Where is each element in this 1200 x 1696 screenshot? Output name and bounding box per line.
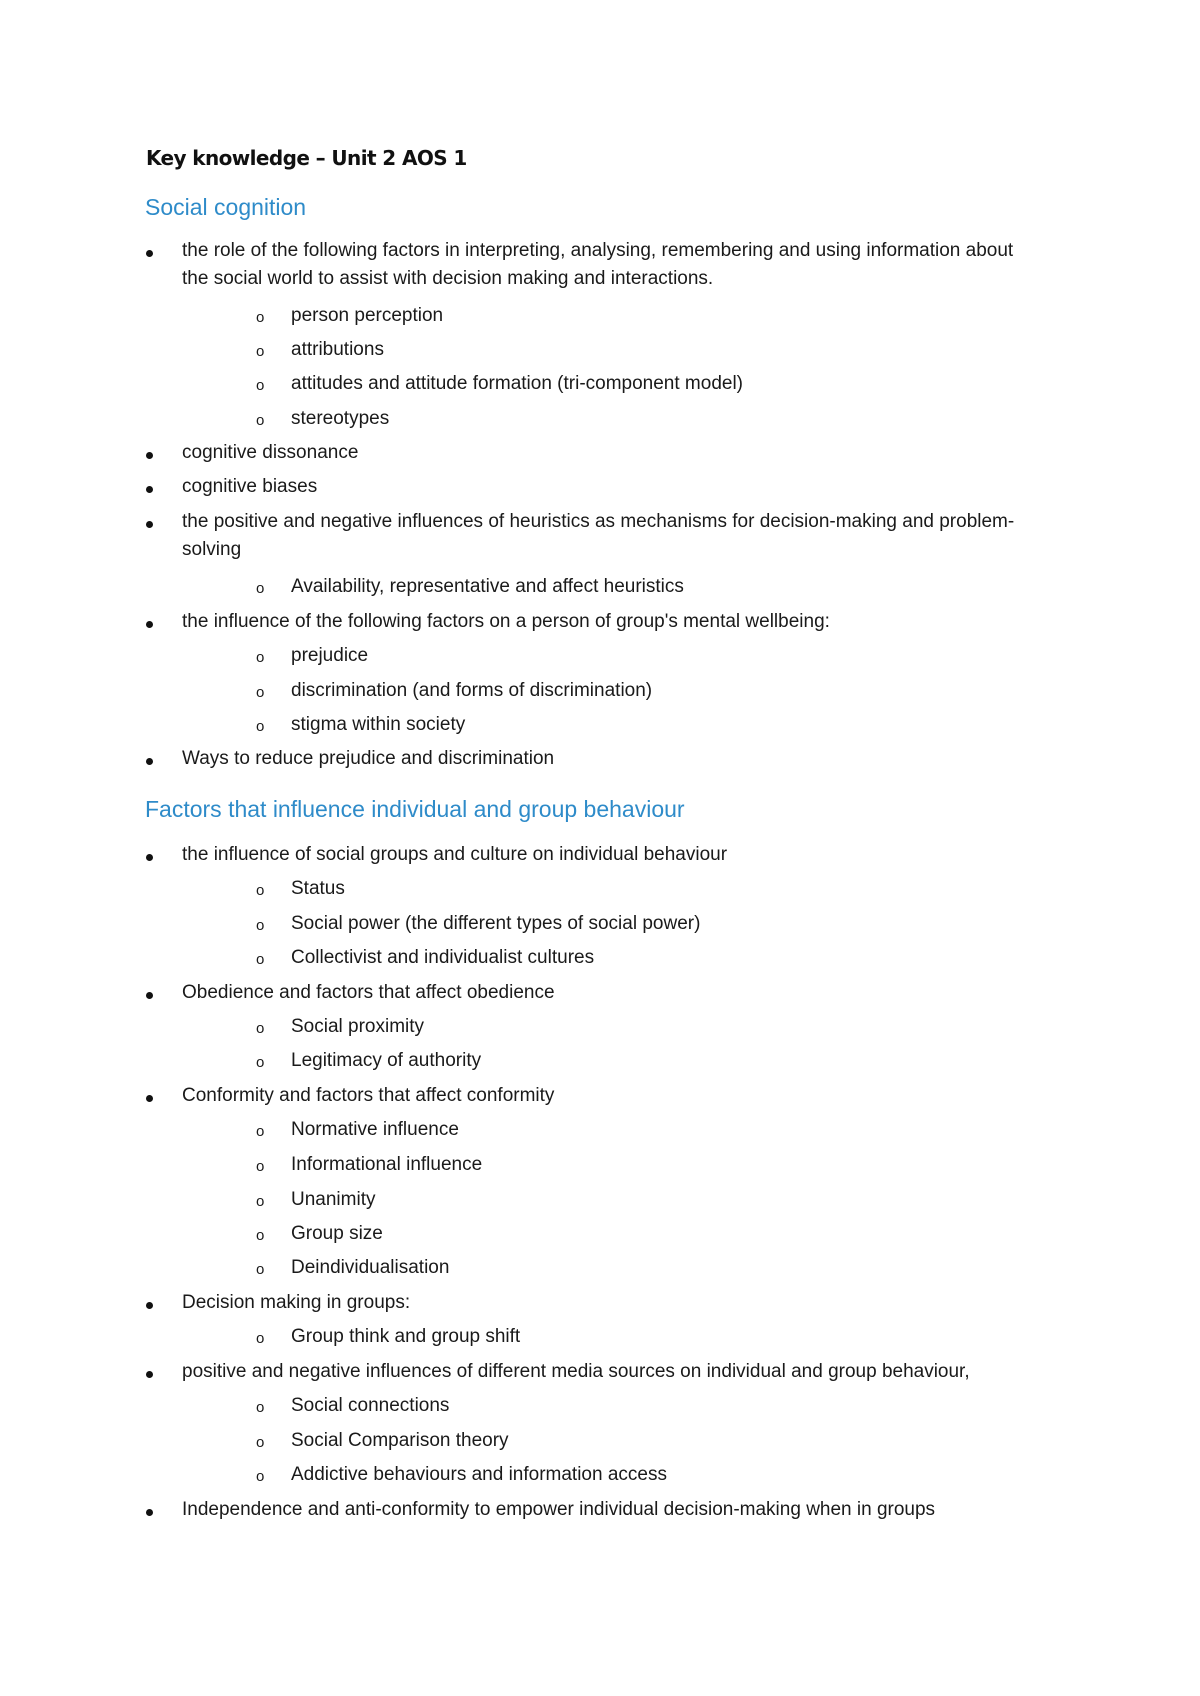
bullet-icon [146,1509,153,1516]
sub-list-item: stigma within society [291,714,466,735]
circle-bullet-icon: o [256,684,265,701]
list-item: Independence and anti-conformity to empower individual decision-making when in groups [182,1499,936,1520]
sub-list-item: Social connections [291,1395,450,1416]
list-item: cognitive biases [182,476,318,497]
list-item: cognitive dissonance [182,442,359,463]
sub-list-item: Status [291,878,345,899]
bullet-icon [146,621,153,628]
circle-bullet-icon: o [256,882,265,899]
list-item: Obedience and factors that affect obedience [182,982,555,1003]
sub-list-item: Unanimity [291,1189,376,1210]
sub-list-item: Legitimacy of authority [291,1050,482,1071]
list-item: the role of the following factors in interpreting, analysing, remembering and using information about the social world to assist with decision making and interactions. [182,240,1014,289]
section-heading-social-cognition: Social cognition [145,194,307,220]
circle-bullet-icon: o [256,1330,265,1347]
circle-bullet-icon: o [256,1468,265,1485]
circle-bullet-icon: o [256,917,265,934]
circle-bullet-icon: o [256,1054,265,1071]
circle-bullet-icon: o [256,1399,265,1416]
circle-bullet-icon: o [256,1158,265,1175]
sub-list-item: Normative influence [291,1119,459,1140]
sub-list-item: Collectivist and individualist cultures [291,947,595,968]
sub-list-item: attributions [291,339,384,360]
sub-list-item: stereotypes [291,408,390,429]
sub-list-item: discrimination (and forms of discrimination) [291,680,653,701]
list-item: the influence of social groups and culture on individual behaviour [182,844,728,865]
bullet-icon [146,250,153,257]
sub-list-item: Social proximity [291,1016,425,1037]
list-item: Conformity and factors that affect conformity [182,1085,555,1106]
bullet-icon [146,1095,153,1102]
sub-list-item: Social Comparison theory [291,1430,509,1451]
document-title: Key knowledge – Unit 2 AOS 1 [146,146,467,170]
sub-list-item: Social power (the different types of social power) [291,913,701,934]
list-item: Ways to reduce prejudice and discrimination [182,748,555,769]
circle-bullet-icon: o [256,649,265,666]
bullet-icon [146,452,153,459]
section-heading-factors: Factors that influence individual and group behaviour [145,796,685,822]
sub-list-item: Group size [291,1223,383,1244]
circle-bullet-icon: o [256,343,265,360]
circle-bullet-icon: o [256,309,265,326]
bullet-icon [146,758,153,765]
bullet-icon [146,1302,153,1309]
circle-bullet-icon: o [256,1020,265,1037]
circle-bullet-icon: o [256,951,265,968]
circle-bullet-icon: o [256,1193,265,1210]
sub-list-item: person perception [291,305,444,326]
bullet-icon [146,992,153,999]
bullet-icon [146,521,153,528]
circle-bullet-icon: o [256,377,265,394]
circle-bullet-icon: o [256,1123,265,1140]
list-item: the positive and negative influences of heuristics as mechanisms for decision-making and problem-solving [182,511,1015,560]
circle-bullet-icon: o [256,1261,265,1278]
list-item: positive and negative influences of different media sources on individual and group behaviour, [182,1361,970,1382]
sub-list-item: Addictive behaviours and information access [291,1464,667,1485]
circle-bullet-icon: o [256,718,265,735]
circle-bullet-icon: o [256,412,265,429]
sub-list-item: Informational influence [291,1154,483,1175]
circle-bullet-icon: o [256,1434,265,1451]
circle-bullet-icon: o [256,1227,265,1244]
bullet-icon [146,1371,153,1378]
sub-list-item: Group think and group shift [291,1326,521,1347]
sub-list-item: Availability, representative and affect heuristics [291,576,684,597]
sub-list-item: Deindividualisation [291,1257,450,1278]
bullet-icon [146,486,153,493]
bullet-icon [146,854,153,861]
circle-bullet-icon: o [256,580,265,597]
sub-list-item: attitudes and attitude formation (tri-component model) [291,373,744,394]
list-item: the influence of the following factors on a person of group's mental wellbeing: [182,611,830,632]
list-item: Decision making in groups: [182,1292,411,1313]
sub-list-item: prejudice [291,645,369,666]
